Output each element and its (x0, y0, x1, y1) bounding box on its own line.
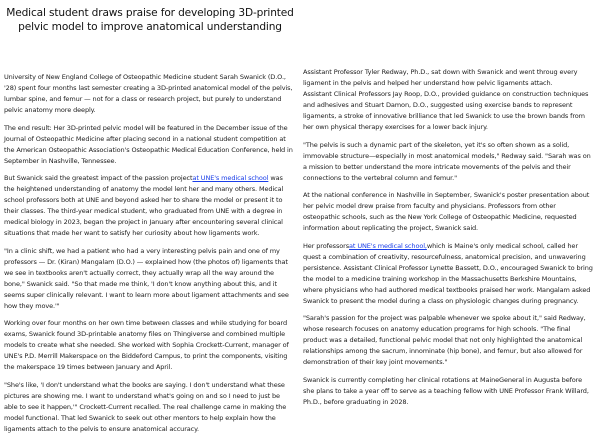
une-medical-school-link[interactable]: at UNE's medical school (192, 174, 269, 182)
paragraph: Assistant Clinical Professors Jay Roop, D.O., provided guidance on construction techniques and adhesives and Stuart Damon, D.O., suggested using exercise bands to represent ligaments, a stroke of innovative brilliance that led Swanick to use the brown bands from her own physical therapy exercises for a lower back injury. (303, 90, 589, 131)
quote-paragraph: "The pelvis is such a dynamic part of the skeleton, yet it's so often shown as a solid, immovable structure—especially in most anatomical models," Redway said. "Sarah was on a mission to better understand the more intricate movements of the pelvis and their connections to the vertebral column and femur." (303, 140, 591, 182)
paragraph-text: Her professors (303, 241, 350, 250)
article-right-column (303, 67, 594, 414)
paragraph: Assistant Professor Tyler Redway, Ph.D., sat down with Swanick and went throug every ligament in the pelvis and helped her understand how pelvic ligaments attach. (303, 68, 578, 87)
paragraph-text: But Swanick said the greatest impact of the passion project (4, 174, 193, 182)
paragraph-text: was the heightened understanding of anatomy the model lent her and many others. Medical school professors both at UNE and beyond asked her to share the model or present it to their classes. The third-year medical student, who graduated from UNE with a degree in medical biology in 2023, began the project in January after encountering several clinical situations that made her want to satisfy her curiosity about how ligaments work. (4, 174, 284, 237)
paragraph: Swanick is currently completing her clinical rotations at MaineGeneral in Augusta before she plans to take a year off to serve as a teaching fellow with UNE Professor Frank Willard, Ph.D., before graduating in 2028. (303, 375, 589, 406)
quote-paragraph: "In a clinic shift, we had a patient who had a very interesting pelvis pain and one of my professors — Dr. (Kiran) Mangalam (D.O.) — explained how (the photos of) ligaments that we see in textbooks aren't actually correct, they actually wrap all the way around the bone," Swanick said. "So that made me think, 'I don't know anything about this, and it seems super clinically relevant. I want to learn more about ligament attachments and see how they move.'" (4, 246, 289, 310)
une-medical-school-link[interactable]: at UNE's medical school, (349, 241, 427, 250)
paragraph (4, 173, 295, 239)
paragraph: University of New England College of Osteopathic Medicine student Sarah Swanick (D.O., '28) spent four months last semester creating a 3D-printed anatomical model of the pelvis, lumbar spine, and femur — not for a class or research project, but purely to understand pelvic anatomy more deeply. (4, 73, 293, 114)
paragraph: Working over four months on her own time between classes and while studying for board exams, Swanick found 3D-printable anatomy files on Thingiverse and combined multiple models to create what she needed. She worked with Sophia Crockett-Current, manager of UNE's P.D. Merrill Makerspace on the Biddeford Campus, to print the components, visiting the makerspace 19 times between January and April. (4, 319, 289, 371)
quote-paragraph: "She's like, 'I don't understand what the books are saying. I don't understand what these pictures are showing me. I want to understand what's going on and so I need to just be able to see it happen,'" Crockett-Current recalled. The real challenge came in making the model functional. That led Swanick to seek out other mentors to help explain how the ligaments attach to the pelvis to ensure anatomical accuracy. (4, 380, 287, 433)
paragraph: At the national conference in Nashville in September, Swanick's poster presentation about her pelvic model drew praise from faculty and physicians. Professors from other osteopathic schools, such as the New York College of Osteopathic Medicine, requested information about replicating the project, Swanick said. (303, 191, 590, 232)
quote-paragraph: "Sarah's passion for the project was palpable whenever we spoke about it," said Redway, whose research focuses on anatomy education programs for high schools. "The final product was a detailed, functional pelvic model that not only highlighted the anatomical relationships among the sacrum, innominate (hip bone), and femur, but also allowed for demonstration of their key joint movements." (303, 314, 586, 366)
paragraph: The end result: Her 3D-printed pelvic model will be featured in the December issue of the Journal of Osteopathic Medicine after placing second in a national student competition at the American Osteopathic Association's Osteopathic Medical Education Conference, held in September in Nashville, Tennessee. (4, 123, 293, 165)
paragraph-text: which is Maine's only medical school, called her quest a combination of creativity, resourcefulness, anatomical precision, and unwavering persistence. Assistant Clinical Professor Lynette Bassett, D.O., encouraged Swanick to bring the model to a medicine training workshop in the Massachusetts Berkshire Mountains, where physicians who had authored medical textbooks praised her work. Mangalam asked Swanick to present the model during a class on physiologic changes during pregnancy. (303, 241, 593, 305)
article-left-column (4, 72, 295, 441)
article-title: Medical student draws praise for developing 3D-printed pelvic model to improve anatomical understanding (6, 7, 294, 33)
paragraph (303, 241, 594, 307)
